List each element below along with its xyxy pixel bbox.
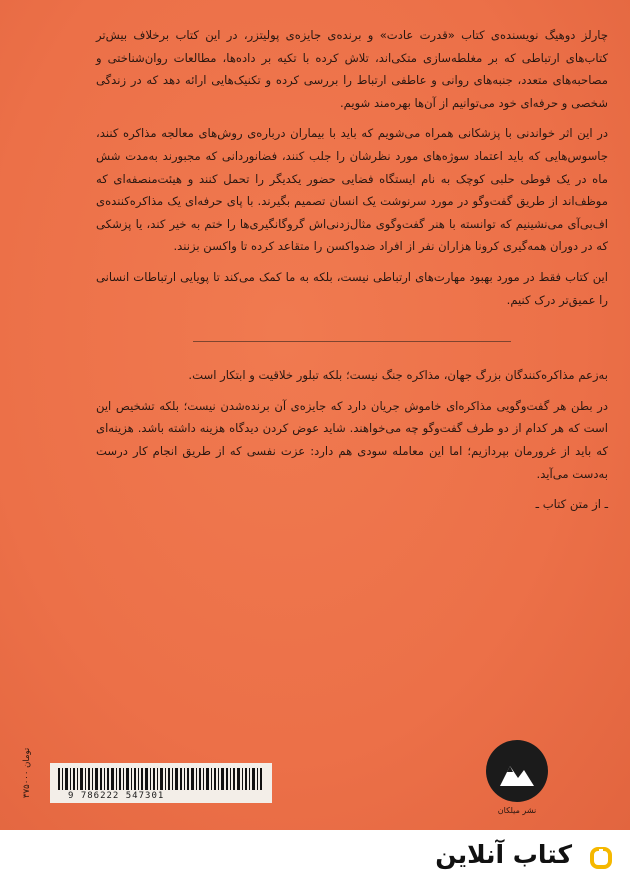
- publisher-caption: نشر میلکان: [497, 806, 537, 815]
- isbn-barcode: [50, 763, 272, 803]
- quote-1: به‌زعم مذاکره‌کنندگان بزرگ جهان، مذاکره جنگ نیست؛ بلکه تبلور خلاقیت و ابتکار است.: [188, 368, 608, 383]
- quote-2: در بطن هر گفت‌وگویی مذاکره‌ای خاموش جریان دارد که جایزه‌ی آن برنده‌شدن نیست؛ بلکه تشخیص این است که هر کدام از دو طرف گفت‌وگو چه می‌خواهند. شاید عوض کردن دیدگاه هزینه داشته باشد. هزینه‌ای که باید از غرورمان بپردازیم؛ اما این معامله سودی هم دارد: عزت نفسی که از طریق انجام کار درست به‌دست می‌آید.: [96, 398, 608, 481]
- barcode-icon: [58, 768, 264, 790]
- publisher-logo: [486, 740, 548, 802]
- description-paragraph-1: چارلز دوهیگ نویسنده‌ی کتاب «قدرت عادت» و برنده‌ی جایزه‌ی پولیتزر، در این کتاب برخلاف بیش‌تر کتاب‌های ارتباطی که بر مغلطه‌سازی متکی‌اند، تلاش کرده با تکیه بر داده‌ها، مطالعات روان‌شناختی و مصاحبه‌های متعدد، جنبه‌های روانی و عاطفی ارتباط را بررسی کرده و تکنیک‌هایی ارائه دهد که در زندگی شخصی و حرفه‌ای خود می‌توانیم از آن‌ها بهره‌مند شویم.: [96, 28, 608, 110]
- cover-text: [96, 24, 608, 524]
- price-label: ۳۷۵۰۰۰ تومان: [22, 747, 32, 798]
- source-attribution: ـ از متن کتاب ـ: [535, 497, 608, 512]
- divider-line: [193, 341, 510, 342]
- isbn-number: 9 786222 547301: [68, 791, 165, 801]
- description-paragraph-3: این کتاب فقط در مورد بهبود مهارت‌های ارتباطی نیست، بلکه به ما کمک می‌کند تا پویایی ارتباطات انسانی را عمیق‌تر درک کنیم.: [96, 269, 608, 307]
- brand-logo-icon[interactable]: [590, 847, 612, 869]
- description-paragraph-2: در این اثر خواندنی با پزشکانی همراه می‌شویم که باید با بیماران درباره‌ی روش‌های معالجه مذاکره کنند، جاسوس‌هایی که باید اعتماد سوژه‌های مورد نظرشان را جلب کنند، فضانوردانی که مجبورند به‌مدت شش ماه در یک قوطی حلبی کوچک به نام ایستگاه فضایی حضور یکدیگر را تحمل کنند و هیئت‌منصفه‌ای که موظف‌اند از طریق گفت‌وگو در مورد سرنوشت یک انسان تصمیم بگیرند. با پای حرفه‌ای یک مذاکره‌کننده‌ی اف‌بی‌آی می‌نشینیم که توانسته با هنر گفت‌وگوی مثال‌زدنی‌اش گروگانگیری‌ها را ختم به خیر کند، یا پزشکی که در دوران همه‌گیری کرونا هزاران نفر از افراد ضدواکسن را متقاعد کرده تا واکسن بزنند.: [96, 126, 608, 254]
- mountains-icon: [496, 752, 538, 790]
- footer-bar: [0, 830, 630, 891]
- brand-name[interactable]: کتاب آنلاین: [435, 840, 572, 869]
